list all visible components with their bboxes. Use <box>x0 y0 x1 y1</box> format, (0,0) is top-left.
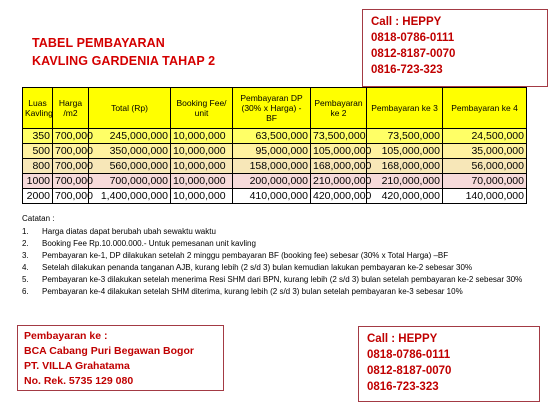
contact-box-bottom <box>358 326 540 402</box>
title-line-2: KAVLING GARDENIA TAHAP 2 <box>32 54 216 68</box>
cell-harga: 700,000 <box>53 144 89 159</box>
cell-luas: 2000 <box>23 189 53 204</box>
table-row <box>23 159 527 174</box>
cell-pembayaran-2: 73,500,000 <box>311 129 367 144</box>
cell-total: 1,400,000,000 <box>89 189 171 204</box>
cell-total: 350,000,000 <box>89 144 171 159</box>
bank-branch: BCA Cabang Puri Begawan Bogor <box>24 345 194 357</box>
header-dp: Pembayaran DP (30% x Harga) - BF <box>233 88 311 129</box>
table-row <box>23 129 527 144</box>
list-item <box>22 250 527 261</box>
cell-dp: 200,000,000 <box>233 174 311 189</box>
cell-pembayaran-3: 73,500,000 <box>367 129 443 144</box>
contact-phone-3: 0816-723-323 <box>371 64 443 76</box>
cell-booking-fee: 10,000,000 <box>171 144 233 159</box>
cell-harga: 700,000 <box>53 174 89 189</box>
cell-dp: 410,000,000 <box>233 189 311 204</box>
cell-dp: 158,000,000 <box>233 159 311 174</box>
cell-pembayaran-2: 210,000,000 <box>311 174 367 189</box>
cell-booking-fee: 10,000,000 <box>171 129 233 144</box>
contact-label: Call : HEPPY <box>371 16 442 28</box>
header-pembayaran-4: Pembayaran ke 4 <box>443 88 527 129</box>
header-luas: Luas Kavling <box>23 88 53 129</box>
cell-luas: 350 <box>23 129 53 144</box>
contact-box-top <box>362 9 548 87</box>
cell-pembayaran-3: 420,000,000 <box>367 189 443 204</box>
cell-pembayaran-3: 105,000,000 <box>367 144 443 159</box>
bank-info-box <box>17 325 224 391</box>
contact-phone-3: 0816-723-323 <box>367 381 439 393</box>
cell-pembayaran-4: 35,000,000 <box>443 144 527 159</box>
note-text: Harga diatas dapat berubah ubah sewaktu waktu <box>42 227 216 236</box>
header-harga: Harga /m2 <box>53 88 89 129</box>
cell-pembayaran-4: 70,000,000 <box>443 174 527 189</box>
cell-pembayaran-2: 420,000,000 <box>311 189 367 204</box>
note-number: 1. <box>22 227 29 236</box>
note-text: Pembayaran ke-1, DP dilakukan setelah 2 minggu pembayaran BF (booking fee) sebesar (30% x Total Harga) –BF <box>42 251 449 260</box>
note-number: 6. <box>22 287 29 296</box>
bank-heading: Pembayaran ke : <box>24 330 108 342</box>
note-number: 5. <box>22 275 29 284</box>
header-pembayaran-2: Pembayaran ke 2 <box>311 88 367 129</box>
contact-phone-2: 0812-8187-0070 <box>371 48 456 60</box>
cell-booking-fee: 10,000,000 <box>171 174 233 189</box>
contact-label: Call : HEPPY <box>367 333 438 345</box>
contact-phone-1: 0818-0786-0111 <box>367 349 451 361</box>
cell-pembayaran-4: 140,000,000 <box>443 189 527 204</box>
list-item <box>22 274 527 285</box>
cell-harga: 700,000 <box>53 129 89 144</box>
cell-booking-fee: 10,000,000 <box>171 159 233 174</box>
cell-pembayaran-3: 168,000,000 <box>367 159 443 174</box>
cell-luas: 500 <box>23 144 53 159</box>
contact-phone-2: 0812-8187-0070 <box>367 365 452 377</box>
header-pembayaran-3: Pembayaran ke 3 <box>367 88 443 129</box>
table-row <box>23 174 527 189</box>
cell-pembayaran-2: 105,000,000 <box>311 144 367 159</box>
note-number: 3. <box>22 251 29 260</box>
list-item <box>22 262 527 273</box>
table-header-row <box>23 88 527 129</box>
notes-list <box>22 226 527 297</box>
cell-pembayaran-2: 168,000,000 <box>311 159 367 174</box>
header-total: Total (Rp) <box>89 88 171 129</box>
bank-account-number: No. Rek. 5735 129 080 <box>24 375 134 387</box>
cell-total: 700,000,000 <box>89 174 171 189</box>
notes-heading: Catatan : <box>22 214 55 223</box>
cell-booking-fee: 10,000,000 <box>171 189 233 204</box>
cell-dp: 95,000,000 <box>233 144 311 159</box>
cell-pembayaran-3: 210,000,000 <box>367 174 443 189</box>
title-line-1: TABEL PEMBAYARAN <box>32 36 165 50</box>
payment-table <box>22 87 527 204</box>
cell-total: 560,000,000 <box>89 159 171 174</box>
cell-pembayaran-4: 56,000,000 <box>443 159 527 174</box>
list-item <box>22 226 527 237</box>
cell-dp: 63,500,000 <box>233 129 311 144</box>
contact-phone-1: 0818-0786-0111 <box>371 32 455 44</box>
cell-pembayaran-4: 24,500,000 <box>443 129 527 144</box>
cell-total: 245,000,000 <box>89 129 171 144</box>
note-text: Pembayaran ke-3 dilakukan setelah menerima Resi SHM dari BPN, kurang lebih (2 s/d 3) bulan setelah pembayaran ke-2 sebesar 30% <box>42 275 523 284</box>
table-row <box>23 189 527 204</box>
note-text: Setelah dilakukan penanda tanganan AJB, kurang lebih (2 s/d 3) bulan kemudian lakukan pembayaran ke-2 sebesar 30% <box>42 263 473 272</box>
cell-harga: 700,000 <box>53 189 89 204</box>
note-text: Booking Fee Rp.10.000.000.- Untuk pemesanan unit kavling <box>42 239 256 248</box>
notes-section <box>22 213 527 298</box>
list-item <box>22 286 527 297</box>
cell-harga: 700,000 <box>53 159 89 174</box>
cell-luas: 1000 <box>23 174 53 189</box>
cell-luas: 800 <box>23 159 53 174</box>
table-row <box>23 144 527 159</box>
note-number: 4. <box>22 263 29 272</box>
bank-account-holder: PT. VILLA Grahatama <box>24 360 130 372</box>
note-number: 2. <box>22 239 29 248</box>
list-item <box>22 238 527 249</box>
header-booking-fee: Booking Fee/ unit <box>171 88 233 129</box>
page-title <box>32 34 215 70</box>
note-text: Pembayaran ke-4 dilakukan setelah SHM diterima, kurang lebih (2 s/d 3) bulan setelah pembayaran ke-3 sebesar 10% <box>42 287 463 296</box>
